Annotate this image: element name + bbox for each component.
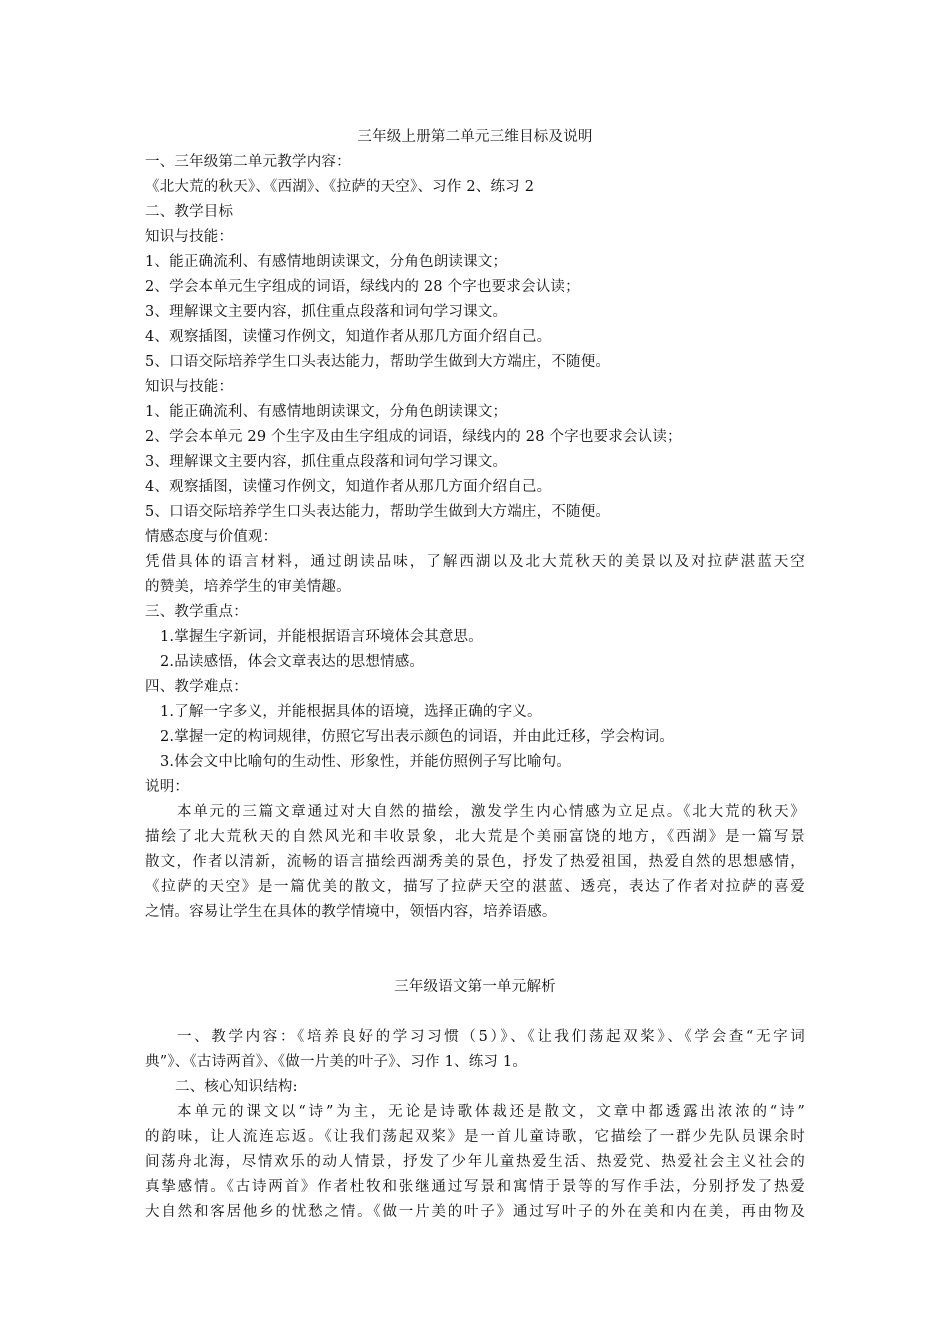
paragraph-line: 的赞美，培养学生的审美情趣。 <box>145 579 351 595</box>
list-item: 5、口语交际培养学生口头表达能力，帮助学生做到大方端庄，不随便。 <box>145 354 611 370</box>
paragraph-line: 大自然和客居他乡的忧愁之情。《做一片美的叶子》通过写叶子的外在美和内在美，再由物及 <box>145 1204 805 1220</box>
section4-heading: 四、教学难点： <box>145 679 248 695</box>
knowledge-heading-2: 知识与技能： <box>145 379 234 395</box>
section1-content: 《北大荒的秋天》、《西湖》、《拉萨的天空》、习作 2、练习 2 <box>145 179 535 195</box>
doc2-title: 三年级语文第一单元解析 <box>394 979 556 995</box>
list-item: 5、口语交际培养学生口头表达能力，帮助学生做到大方端庄，不随便。 <box>145 504 611 520</box>
paragraph-line: 间荡舟北海，尽情欢乐的动人情景，抒发了少年儿童热爱生活、热爱党、热爱社会主义社会的 <box>145 1154 805 1170</box>
list-item: 3、理解课文主要内容，抓住重点段落和词句学习课文。 <box>145 304 508 320</box>
section-heading: 二、核心知识结构: <box>175 1079 298 1095</box>
paragraph-line: 一、教学内容：《培养良好的学习习惯（5）》、《让我们荡起双桨》、《学会查“无字词 <box>177 1029 805 1045</box>
paragraph-line: 之情。容易让学生在具体的教学情境中，领悟内容，培养语感。 <box>145 904 557 920</box>
section1-heading: 一、三年级第二单元教学内容： <box>145 154 351 170</box>
paragraph-line: 的韵味，让人流连忘返。《让我们荡起双桨》是一首儿童诗歌，它描绘了一群少先队员课余时 <box>145 1129 805 1145</box>
list-item: 4、观察插图，读懂习作例文，知道作者从那几方面介绍自己。 <box>145 479 552 495</box>
list-item: 1、能正确流利、有感情地朗读课文，分角色朗读课文； <box>145 404 508 420</box>
list-item: 3、理解课文主要内容，抓住重点段落和词句学习课文。 <box>145 454 508 470</box>
paragraph-line: 真挚感情。《古诗两首》作者杜牧和张继通过写景和寓情于景等的写作手法，分别抒发了热爱 <box>145 1179 805 1195</box>
paragraph-line: 《拉萨的天空》是一篇优美的散文，描写了拉萨天空的湛蓝、透亮，表达了作者对拉萨的喜爱 <box>145 879 805 895</box>
doc1-title: 三年级上册第二单元三维目标及说明 <box>357 129 593 145</box>
list-item: 2、学会本单元 29 个生字及由生字组成的词语，绿线内的 28 个字也要求会认读； <box>145 429 682 445</box>
paragraph-line: 描绘了北大荒秋天的自然风光和丰收景象，北大荒是个美丽富饶的地方，《西湖》是一篇写景 <box>145 829 805 845</box>
list-item: 1.掌握生字新词，并能根据语言环境体会其意思。 <box>160 629 483 645</box>
knowledge-heading-1: 知识与技能： <box>145 229 234 245</box>
list-item: 4、观察插图，读懂习作例文，知道作者从那几方面介绍自己。 <box>145 329 552 345</box>
section2-heading: 二、教学目标 <box>145 204 234 220</box>
list-item: 2.品读感悟，体会文章表达的思想情感。 <box>160 654 425 670</box>
emotion-heading: 情感态度与价值观： <box>145 529 278 545</box>
note-heading: 说明： <box>145 779 190 795</box>
paragraph-line: 凭借具体的语言材料，通过朗读品味，了解西湖以及北大荒秋天的美景以及对拉萨湛蓝天空 <box>145 554 805 570</box>
paragraph-line: 典”》、《古诗两首》、《做一片美的叶子》、习作 1、练习 1。 <box>145 1054 528 1070</box>
list-item: 2.掌握一定的构词规律，仿照它写出表示颜色的词语，并由此迁移，学会构词。 <box>160 729 675 745</box>
list-item: 1、能正确流利、有感情地朗读课文，分角色朗读课文； <box>145 254 508 270</box>
list-item: 3.体会文中比喻句的生动性、形象性，并能仿照例子写比喻句。 <box>160 754 572 770</box>
list-item: 2、学会本单元生字组成的词语，绿线内的 28 个字也要求会认读； <box>145 279 580 295</box>
list-item: 1.了解一字多义，并能根据具体的语境，选择正确的字义。 <box>160 704 542 720</box>
section3-heading: 三、教学重点： <box>145 604 248 620</box>
paragraph-line: 本单元的三篇文章通过对大自然的描绘，激发学生内心情感为立足点。《北大荒的秋天》 <box>177 804 805 820</box>
paragraph-line: 散文，作者以清新，流畅的语言描绘西湖秀美的景色，抒发了热爱祖国，热爱自然的思想感情， <box>145 854 805 870</box>
paragraph-line: 本单元的课文以“诗”为主，无论是诗歌体裁还是散文，文章中都透露出浓浓的“诗” <box>177 1104 805 1120</box>
